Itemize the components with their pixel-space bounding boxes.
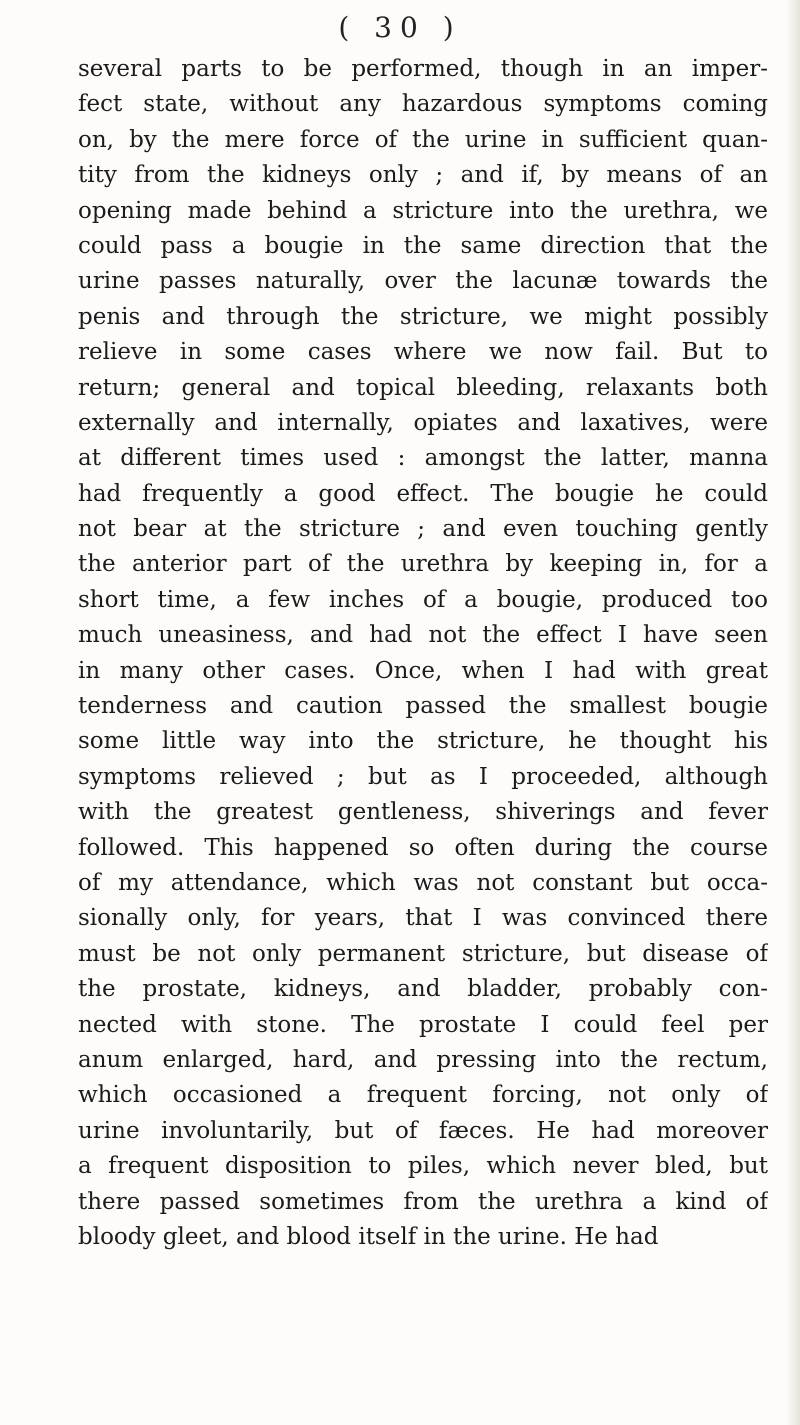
- text-line: tenderness and caution passed the smallest bougie: [78, 693, 768, 720]
- text-line: which occasioned a frequent forcing, not only of: [78, 1082, 768, 1109]
- text-line: in many other cases. Once, when I had with great: [78, 657, 768, 684]
- text-line: short time, a few inches of a bougie, produced too: [78, 586, 768, 613]
- body-text: [78, 52, 768, 1255]
- text-line: opening made behind a stricture into the urethra, we: [78, 197, 768, 224]
- text-line: there passed sometimes from the urethra a kind of: [78, 1188, 768, 1215]
- text-line: a frequent disposition to piles, which never bled, but: [78, 1153, 768, 1180]
- text-line: the anterior part of the urethra by keeping in, for a: [78, 551, 768, 578]
- text-line: some little way into the stricture, he thought his: [78, 728, 768, 755]
- text-line: with the greatest gentleness, shiverings and fever: [78, 799, 768, 826]
- text-line: penis and through the stricture, we might possibly: [78, 303, 768, 330]
- text-line: could pass a bougie in the same direction that the: [78, 232, 768, 259]
- page-edge-shadow: [786, 0, 800, 1425]
- text-line: urine passes naturally, over the lacunæ towards the: [78, 268, 768, 295]
- text-line: urine involuntarily, but of fæces. He had moreover: [78, 1117, 768, 1144]
- text-line: sionally only, for years, that I was convinced there: [78, 905, 768, 932]
- text-line: return; general and topical bleeding, relaxants both: [78, 374, 768, 401]
- text-line: had frequently a good effect. The bougie he could: [78, 480, 768, 507]
- text-line: followed. This happened so often during the course: [78, 834, 768, 861]
- text-line: symptoms relieved ; but as I proceeded, although: [78, 763, 768, 790]
- text-line: externally and internally, opiates and laxatives, were: [78, 409, 768, 436]
- text-line: on, by the mere force of the urine in sufficient quan-: [78, 126, 768, 153]
- text-line: not bear at the stricture ; and even touching gently: [78, 516, 768, 543]
- text-line: must be not only permanent stricture, but disease of: [78, 940, 768, 967]
- text-line: several parts to be performed, though in an imper-: [78, 56, 768, 82]
- text-line: tity from the kidneys only ; and if, by means of an: [78, 162, 768, 189]
- text-line: relieve in some cases where we now fail. But to: [78, 339, 768, 366]
- text-line: of my attendance, which was not constant but occa-: [78, 869, 768, 896]
- text-line: nected with stone. The prostate I could feel per: [78, 1011, 768, 1038]
- text-line: the prostate, kidneys, and bladder, probably con-: [78, 976, 768, 1003]
- text-line: anum enlarged, hard, and pressing into the rectum,: [78, 1046, 768, 1073]
- page-number: ( 30 ): [338, 11, 462, 44]
- text-line: fect state, without any hazardous symptoms coming: [78, 91, 768, 118]
- text-line: much uneasiness, and had not the effect I have seen: [78, 622, 768, 649]
- text-line: at different times used : amongst the latter, manna: [78, 445, 768, 472]
- text-line: bloody gleet, and blood itself in the urine. He had: [78, 1223, 659, 1250]
